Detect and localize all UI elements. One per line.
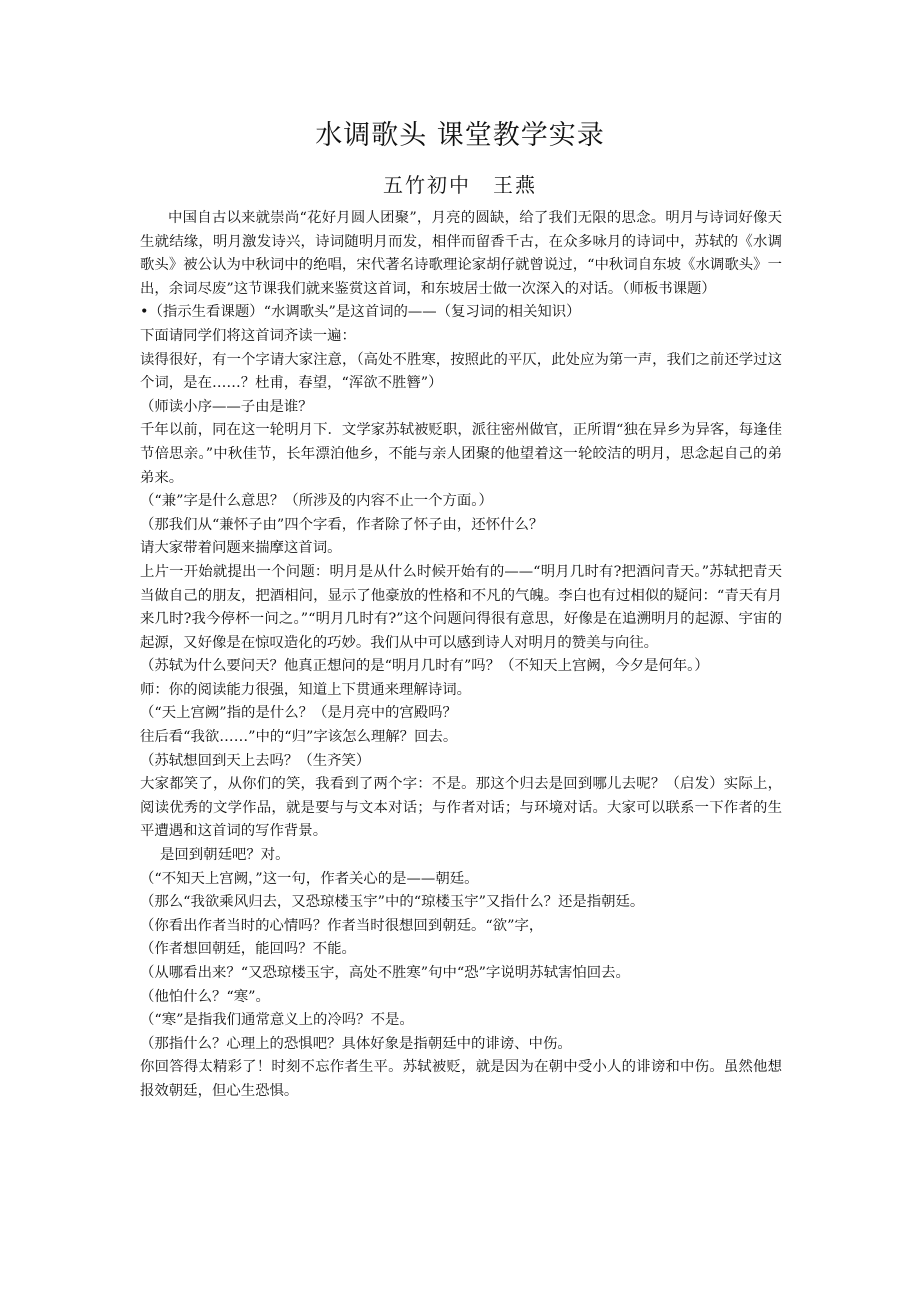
paragraph: （你看出作者当时的心情吗？作者当时很想回到朝廷。“欲”字， [140,917,544,934]
paragraph: 下面请同学们将这首词齐读一遍： [140,327,356,344]
paragraph: （那么“我欲乘风归去，又恐琼楼玉宇”中的“琼楼玉宇”又指什么？还是指朝廷。 [140,894,645,911]
paragraph: （“天上宫阙”指的是什么？（是月亮中的宫殿吗？ [140,705,457,722]
author-name: 王燕 [493,173,537,197]
paragraph: 往后看“我欲……”中的“归”字该怎么理解？回去。 [140,729,458,746]
author-line [0,170,920,200]
paragraph: （那指什么？心理上的恐惧吧？具体好象是指朝廷中的诽谤、中伤。 [140,1035,572,1052]
paragraph: （苏轼想回到天上去吗？（生齐笑） [140,752,371,769]
paragraph: 大家都笑了，从你们的笑，我看到了两个字：不是。那这个归去是回到哪儿去呢？（启发）实际上，阅读优秀的文学作品，就是要与与文本对话；与作者对话；与环境对话。大家可以联系一下作者的生平遭遇和这首词的写作背景。 [140,776,782,840]
paragraph: （他怕什么？“寒”。 [140,988,270,1005]
paragraph: 千年以前，同在这一轮明月下．文学家苏轼被贬职，派往密州做官，正所谓“独在异乡为异客，每逢佳节倍思亲。”中秋佳节，长年漂泊他乡，不能与亲人团聚的他望着这一轮皎洁的明月，思念起自己的弟弟来。 [140,422,782,486]
paragraph: 是回到朝廷吧？对。 [160,847,290,864]
paragraph: （“寒”是指我们通常意义上的冷吗？不是。 [140,1012,414,1029]
paragraph: •（指示生看课题）“水调歌头”是这首词的——（复习词的相关知识） [140,304,581,321]
paragraph: 师：你的阅读能力很强，知道上下贯通来理解诗词。 [140,681,471,698]
document-body [140,207,782,1104]
paragraph: 上片一开始就提出一个问题：明月是从什么时候开始有的——“明月几时有?把酒问青天。”苏轼把青天当做自己的朋友，把酒相问，显示了他豪放的性格和不凡的气魄。李白也有过相似的疑问：“青天有月来几时?我今停杯一问之。”“明月几时有?”这个问题问得很有意思，好像是在追溯明月的起源、宇宙的起源，又好像是在惊叹造化的巧妙。我们从中可以感到诗人对明月的赞美与向往。 [140,563,782,651]
paragraph: （苏轼为什么要问天？他真正想问的是“明月几时有”吗？（不知天上宫阙，今夕是何年。） [140,658,709,675]
paragraph-intro: 中国自古以来就崇尚“花好月圆人团聚”，月亮的圆缺，给了我们无限的思念。明月与诗词好像天生就结缘，明月激发诗兴，诗词随明月而发，相伴而留香千古，在众多咏月的诗词中，苏轼的《水调歌头》被公认为中秋词中的绝唱，宋代著名诗歌理论家胡仔就曾说过，“中秋词自东坡《水调歌头》一出，余词尽废”这节课我们就来鉴赏这首词，和东坡居士做一次深入的对话。（师板书课题） [140,210,782,297]
author-school: 五竹初中 [383,173,471,197]
paragraph: 请大家带着问题来揣摩这首词。 [140,540,342,557]
paragraph: （师读小序——子由是谁？ [140,398,313,415]
paragraph: 读得很好，有一个字请大家注意，（高处不胜寒，按照此的平仄，此处应为第一声，我们之前还学过这个词，是在……？杜甫，春望，“浑欲不胜簪”） [140,351,782,392]
paragraph: （作者想回朝廷，能回吗？不能。 [140,941,356,958]
paragraph: 你回答得太精彩了！时刻不忘作者生平。苏轼被贬，就是因为在朝中受小人的诽谤和中伤。虽然他想报效朝廷，但心生恐惧。 [140,1059,782,1099]
paragraph: （“不知天上宫阙，”这一句，作者关心的是——朝廷。 [140,870,479,887]
document-title: 水调歌头 课堂教学实录 [315,120,605,151]
paragraph: （从哪看出来？“又恐琼楼玉宇，高处不胜寒”句中“恐”字说明苏轼害怕回去。 [140,965,630,981]
paragraph: （“兼”字是什么意思？（所涉及的内容不止一个方面。） [140,493,493,510]
paragraph: （那我们从“兼怀子由”四个字看，作者除了怀子由，还怀什么？ [140,516,544,533]
